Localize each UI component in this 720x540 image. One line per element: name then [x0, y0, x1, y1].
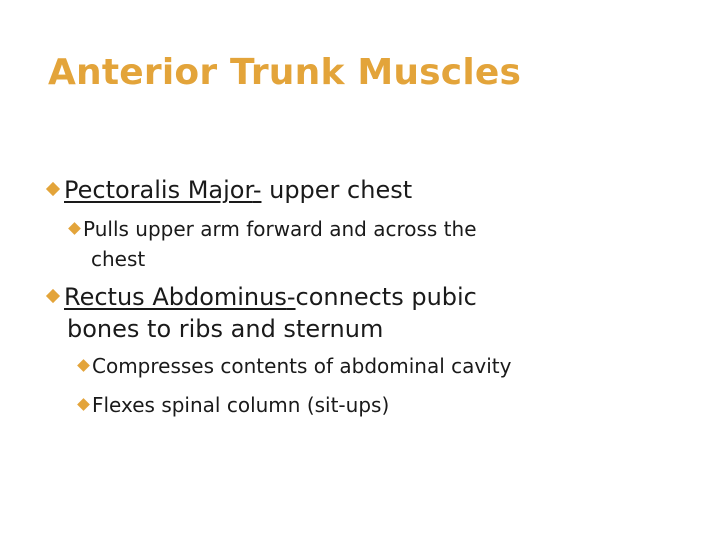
sub-bullet-text: Flexes spinal column (sit-ups) — [92, 393, 390, 417]
diamond-bullet-icon — [68, 222, 81, 235]
diamond-bullet-icon — [46, 182, 60, 196]
bullet-text: upper chest — [261, 176, 413, 204]
sub-bullet-pulls — [70, 214, 477, 244]
bullet-separator: - — [286, 283, 296, 311]
sub-bullet-text: Compresses contents of abdominal cavity — [92, 354, 512, 378]
bullet-rectus — [48, 280, 477, 314]
diamond-bullet-icon — [46, 289, 60, 303]
diamond-bullet-icon — [77, 398, 90, 411]
slide-title: Anterior Trunk Muscles — [48, 52, 522, 93]
bullet-rectus-continued — [67, 312, 383, 346]
bullet-pectoralis — [48, 173, 412, 207]
bullet-term: Pectoralis Major — [64, 176, 253, 204]
bullet-text: connects pubic — [295, 283, 477, 311]
bullet-term: Rectus Abdominus — [64, 283, 287, 311]
bullet-text: bones to ribs and sternum — [67, 315, 384, 343]
sub-bullet-text: Pulls upper arm forward and across the — [83, 217, 477, 241]
sub-bullet-pulls-continued — [91, 244, 145, 274]
diamond-bullet-icon — [77, 359, 90, 372]
sub-bullet-text: chest — [91, 247, 146, 271]
sub-bullet-compresses — [79, 351, 511, 381]
bullet-separator: - — [252, 176, 262, 204]
sub-bullet-flexes — [79, 390, 389, 420]
